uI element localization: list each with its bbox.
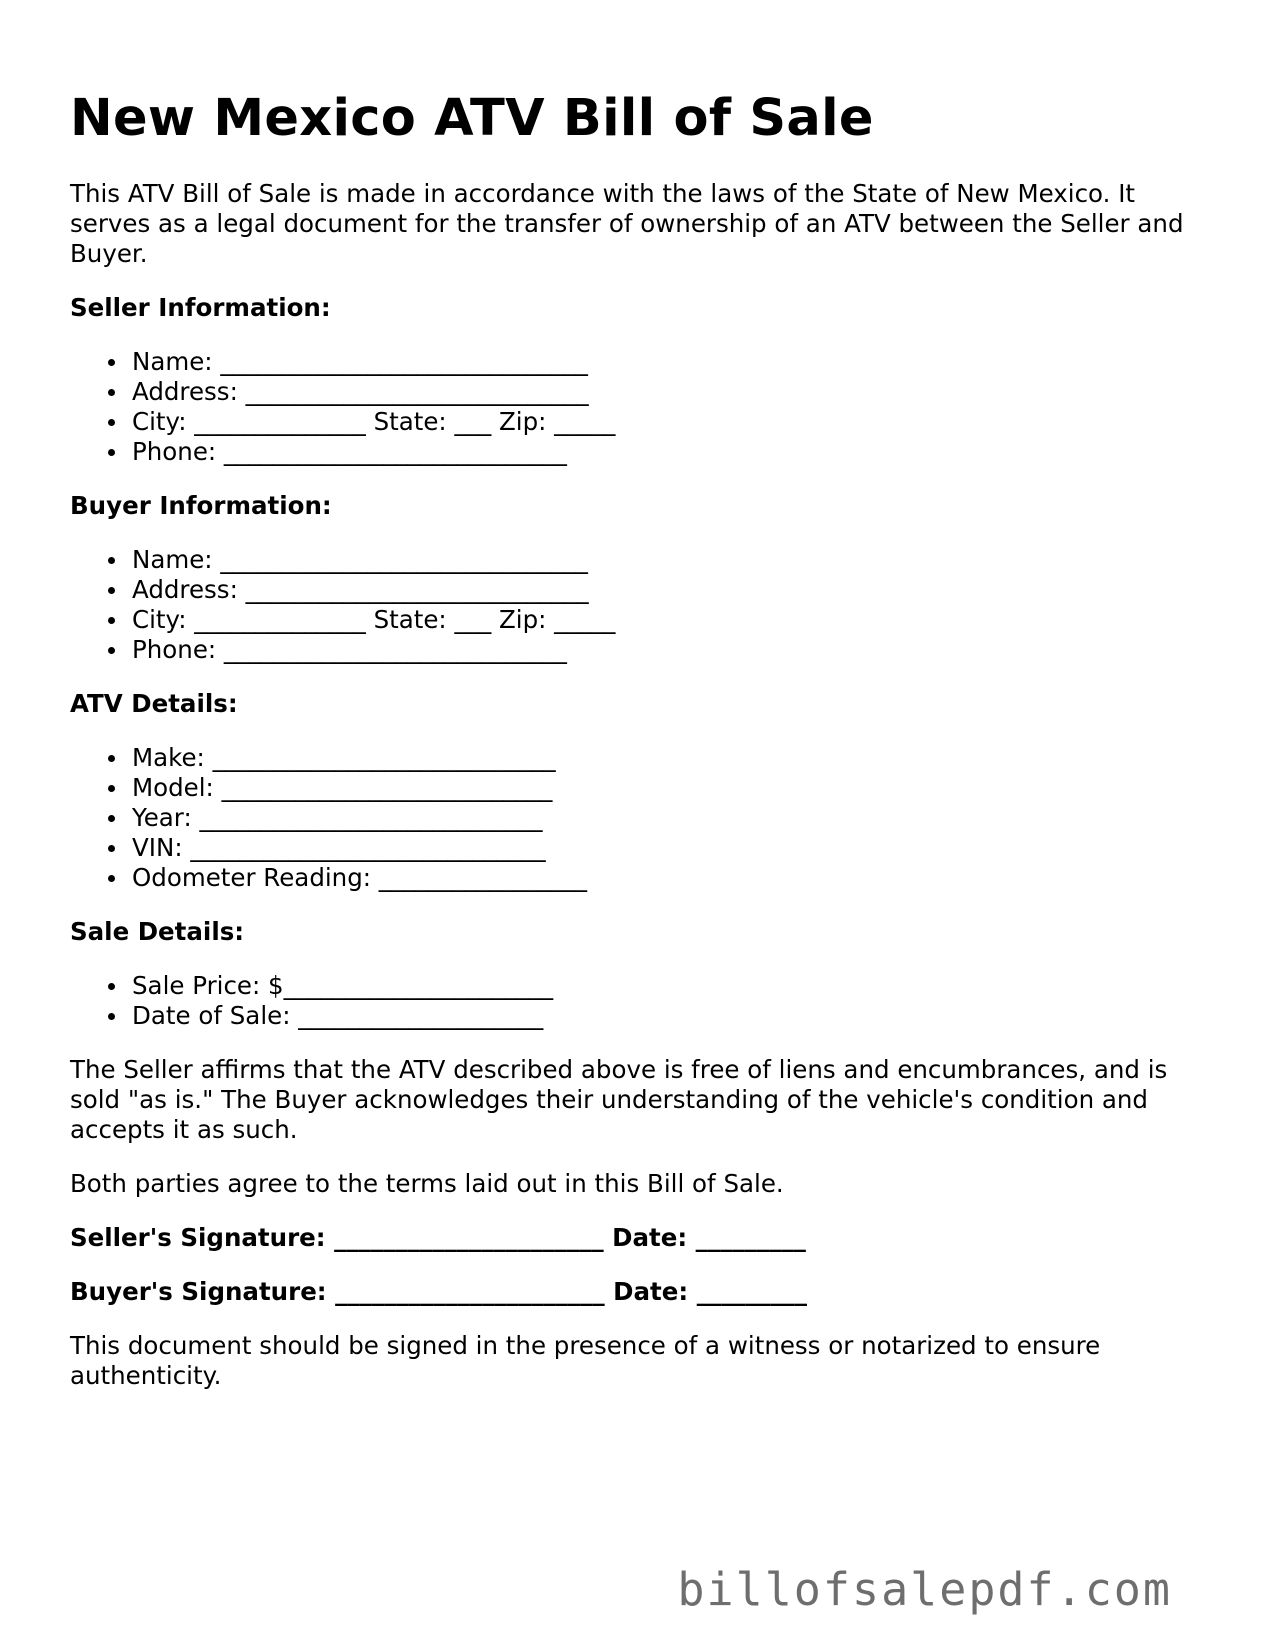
seller-fields bbox=[70, 347, 1210, 467]
buyer-name-field[interactable]: Name: ______________________________ bbox=[132, 545, 1210, 575]
atv-model-field[interactable]: Model: ___________________________ bbox=[132, 773, 1210, 803]
sale-price-field[interactable]: Sale Price: $______________________ bbox=[132, 971, 1210, 1001]
atv-make-field[interactable]: Make: ____________________________ bbox=[132, 743, 1210, 773]
buyer-fields bbox=[70, 545, 1210, 665]
buyer-phone-field[interactable]: Phone: ____________________________ bbox=[132, 635, 1210, 665]
seller-signature-line[interactable]: Seller's Signature: ______________________ Date: _________ bbox=[70, 1223, 806, 1252]
seller-city-state-zip-field[interactable]: City: ______________ State: ___ Zip: _____ bbox=[132, 407, 1210, 437]
atv-odometer-field[interactable]: Odometer Reading: _________________ bbox=[132, 863, 1210, 893]
watermark: billofsalepdf.com bbox=[677, 1563, 1172, 1616]
seller-phone-field[interactable]: Phone: ____________________________ bbox=[132, 437, 1210, 467]
sale-date-field[interactable]: Date of Sale: ____________________ bbox=[132, 1001, 1210, 1031]
intro-paragraph: This ATV Bill of Sale is made in accordance with the laws of the State of New Mexico. It serves as a legal document for the transfer of ownership of an ATV between the Seller and Buyer. bbox=[70, 179, 1184, 268]
sale-heading: Sale Details: bbox=[70, 917, 245, 946]
atv-heading: ATV Details: bbox=[70, 689, 238, 718]
buyer-heading: Buyer Information: bbox=[70, 491, 332, 520]
buyer-signature-line[interactable]: Buyer's Signature: ______________________ Date: _________ bbox=[70, 1277, 807, 1306]
atv-year-field[interactable]: Year: ____________________________ bbox=[132, 803, 1210, 833]
affirmation-paragraph: The Seller affirms that the ATV described above is free of liens and encumbrances, and is sold "as is." The Buyer acknowledges their understanding of the vehicle's condition and accepts it as such. bbox=[70, 1055, 1168, 1144]
seller-name-field[interactable]: Name: ______________________________ bbox=[132, 347, 1210, 377]
sale-fields bbox=[70, 971, 1210, 1031]
seller-heading: Seller Information: bbox=[70, 293, 331, 322]
seller-address-field[interactable]: Address: ____________________________ bbox=[132, 377, 1210, 407]
atv-vin-field[interactable]: VIN: _____________________________ bbox=[132, 833, 1210, 863]
document-page bbox=[70, 86, 1210, 1415]
agreement-paragraph: Both parties agree to the terms laid out in this Bill of Sale. bbox=[70, 1169, 784, 1198]
atv-fields bbox=[70, 743, 1210, 893]
closing-paragraph: This document should be signed in the presence of a witness or notarized to ensure authenticity. bbox=[70, 1331, 1101, 1390]
buyer-city-state-zip-field[interactable]: City: ______________ State: ___ Zip: _____ bbox=[132, 605, 1210, 635]
buyer-address-field[interactable]: Address: ____________________________ bbox=[132, 575, 1210, 605]
document-title: New Mexico ATV Bill of Sale bbox=[70, 89, 874, 148]
